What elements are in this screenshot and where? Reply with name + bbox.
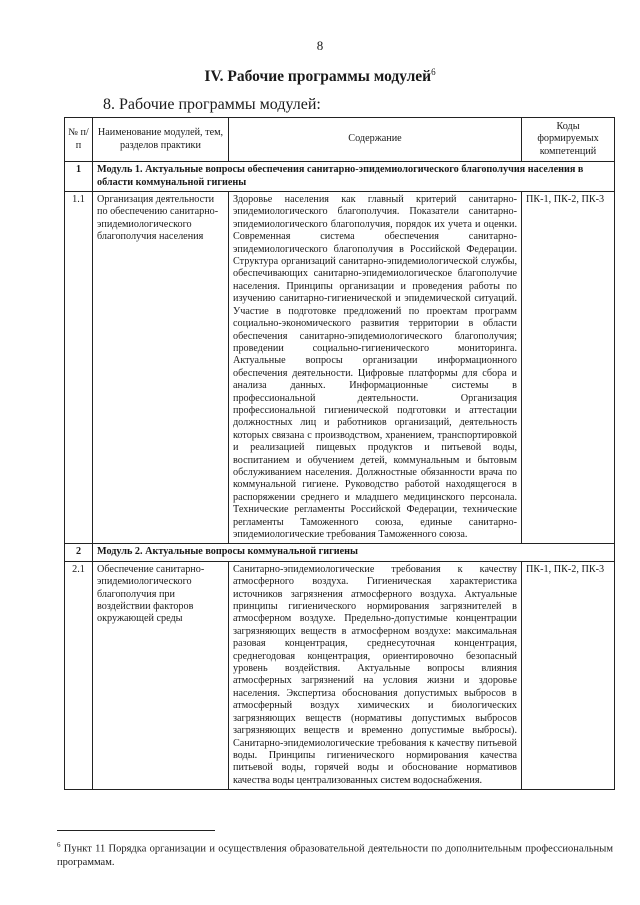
footnote-divider [57,830,215,831]
programs-table [64,117,615,790]
section-heading [0,67,640,86]
topic-name: Обеспечение санитарно-эпидемиологического благополучия при воздействии факторов окружающей среды [93,561,229,789]
page-number: 8 [316,38,324,53]
topic-row [65,561,615,789]
topic-content: Санитарно-эпидемиологические требования к качеству атмосферного воздуха. Гигиеническая характеристика источников загрязнения атмосферного воздуха. Актуальные принципы гигиенического нормирования загрязнителей в атмосферном воздухе. Предельно-допустимые концентрации загрязняющих веществ в атмосферном воздухе: максимальная разовая концентрация, среднесуточная концентрация, среднегодовая концентрация, ориентировочно безопасный уровень воздействия. Актуальные вопросы влияния атмосферных загрязнений на условия жизни и здоровье населения. Экспертиза обоснования допустимых выбросов в атмосферный воздух химических и биологических загрязняющих веществ (нормативы допустимых выбросов загрязняющих веществ и временно допустимые выбросы). Санитарно-эпидемиологические требования к качеству питьевой воды. Принципы гигиенического нормирования качества питьевой воды, горячей воды и обоснование нормативов качества воды централизованных систем водоснабжения. [229,561,522,789]
section-heading-text: IV. Рабочие программы модулей [204,68,432,86]
header-num: № п/п [65,118,93,162]
topic-codes: ПК-1, ПК-2, ПК-3 [522,561,615,789]
topic-num: 2.1 [65,561,93,789]
module-title: Модуль 2. Актуальные вопросы коммунальной гигиены [93,544,615,561]
footnote-text: Пункт 11 Порядка организации и осуществления образовательной деятельности по дополнительным профессиональным программам. [57,843,613,868]
topic-codes: ПК-1, ПК-2, ПК-3 [522,192,615,544]
topic-num: 1.1 [65,192,93,544]
topic-content: Здоровье населения как главный критерий санитарно-эпидемиологического благополучия. Показатели санитарно-эпидемиологического благополучия, порядок их учета и оценки. Современная система обеспечения санитарно-эпидемиологического благополучия в Российской Федерации. Структура организаций санитарно-эпидемиологической службы, обеспечивающих санитарно-эпидемиологическое благополучие населения. Принципы организации и проведения работы по изучению санитарно-гигиенической и эпидемической ситуаций. Участие в подготовке предложений по проектам программ социально-экономического развития территории в области обеспечения санитарно-эпидемиологического благополучия; проведении социально-гигиенического мониторинга. Актуальные вопросы организации информационного обеспечения деятельности. Цифровые платформы для сбора и анализа данных. Информационные системы в профессиональной деятельности. Организация профессиональной гигиенической подготовки и аттестации должностных лиц и работников организаций, деятельность которых связана с производством, хранением, транспортировкой и реализацией пищевых продуктов и питьевой воды, воспитанием и обучением детей, коммунальным и бытовым обслуживанием населения. Должностные обязанности врача по коммунальной гигиене. Руководство работой находящегося в распоряжении среднего и младшего медицинского персонала. Технические регламенты Российской Федерации, технические регламенты Таможенного союза, единые санитарно-эпидемиологические требования Таможенного союза. [229,192,522,544]
module-row [65,544,615,561]
table-header-row [65,118,615,162]
footnote [57,839,613,869]
module-row [65,162,615,192]
header-name: Наименование модулей, тем, разделов практики [93,118,229,162]
module-title: Модуль 1. Актуальные вопросы обеспечения санитарно-эпидемиологического благополучия населения в области коммунальной гигиены [93,162,615,192]
topic-name: Организация деятельности по обеспечению санитарно-эпидемиологического благополучия населения [93,192,229,544]
module-num: 2 [65,544,93,561]
subheading: 8. Рабочие программы модулей: [103,96,321,113]
footnote-ref[interactable]: 6 [431,67,436,77]
header-content: Содержание [229,118,522,162]
header-codes: Коды формируемых компетенций [522,118,615,162]
module-num: 1 [65,162,93,192]
footnote-mark: 6 [57,841,61,849]
topic-row [65,192,615,544]
